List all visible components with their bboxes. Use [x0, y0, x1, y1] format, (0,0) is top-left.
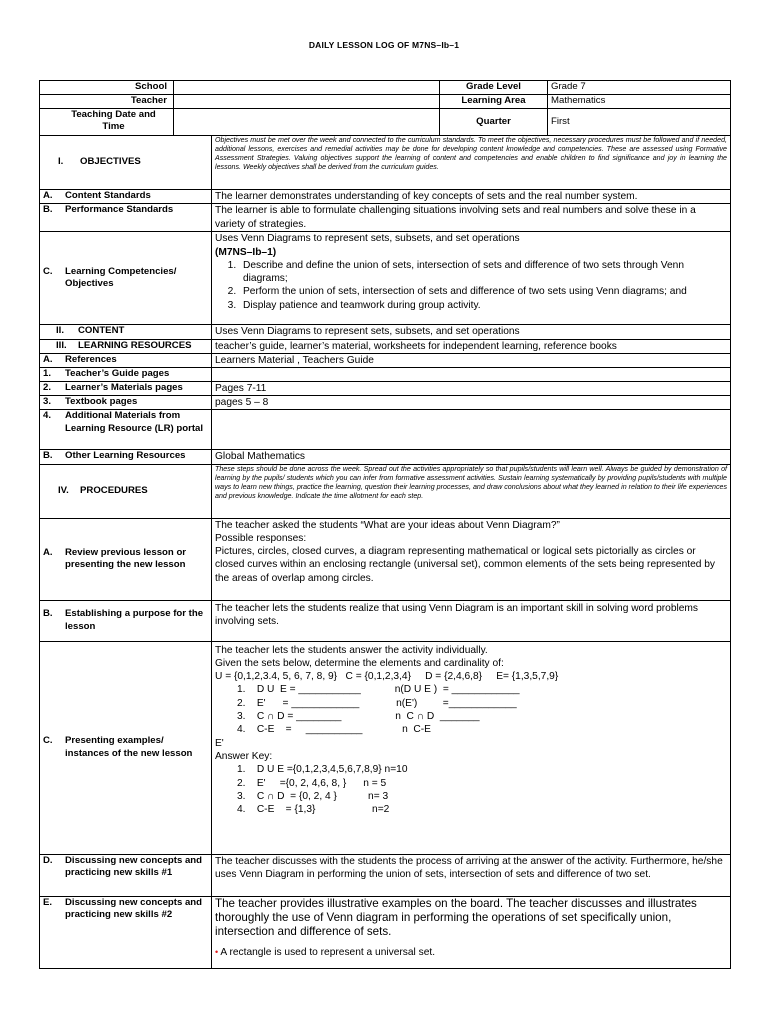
additional-materials-row [40, 410, 731, 450]
document-title: DAILY LESSON LOG OF M7NS–Ib–1 [308, 40, 460, 50]
discussion-1-row [40, 854, 731, 896]
learners-materials-label: Learner’s Materials pages [65, 381, 183, 393]
content-label: CONTENT [78, 325, 125, 337]
competency-item: 2. Perform the union of sets, intersection of sets and difference of two sets using Venn diagrams; and [239, 285, 727, 298]
teaching-date-label: Teaching Date and Time [40, 109, 174, 136]
discussion-1-text: The teacher discusses with the students the process of arriving at the answer of the activity. Furthermore, he/she uses Venn Diagram in performing the union of sets, intersection of sets and difference of two set. [212, 854, 731, 896]
grade-level-label: Grade Level [440, 81, 548, 95]
competencies-label: Learning Competencies/ Objectives [65, 265, 177, 290]
teacher-value[interactable] [174, 95, 440, 109]
answer-1: 1. D U E ={0,1,2,3,4,5,6,7,8,9} n=10 [237, 764, 408, 776]
teachers-guide-num: 1. [43, 368, 52, 380]
question-2: 2. E' = ____________ n(E') =____________ [237, 697, 517, 709]
other-resources-label: Other Learning Resources [65, 450, 186, 462]
performance-standards-label: Performance Standards [65, 204, 174, 216]
procedures-label: PROCEDURES [80, 484, 148, 496]
competency-item: 1. Describe and define the union of sets, intersection of sets and difference of two sets through Venn diagrams; [239, 259, 727, 286]
textbook-row [40, 395, 731, 409]
discussion-1-label: Discussing new concepts and practicing new skills #1 [65, 854, 203, 879]
examples-label: Presenting examples/ instances of the new lesson [65, 735, 193, 759]
objectives-num: I. [58, 156, 64, 168]
purpose-num: B. [43, 608, 53, 620]
learners-materials-row [40, 381, 731, 395]
competencies-row [40, 232, 731, 325]
teachers-guide-row [40, 368, 731, 382]
teachers-guide-text [212, 368, 731, 382]
teaching-date-value[interactable] [174, 109, 440, 136]
school-label: School [40, 81, 174, 95]
textbook-text: pages 5 – 8 [212, 395, 731, 409]
purpose-text: The teacher lets the students realize that using Venn Diagram is an important skill in solving word problems involving sets. [212, 600, 731, 641]
review-num: A. [43, 546, 53, 558]
content-standards-text: The learner demonstrates understanding of key concepts of sets and the real number system. [212, 190, 731, 204]
performance-standards-text: The learner is able to formulate challenging situations involving sets and real numbers and solve these in a variety of strategies. [212, 204, 731, 232]
content-standards-label: Content Standards [65, 190, 151, 201]
review-line-2: Possible responses: [215, 532, 307, 544]
competency-item: 3. Display patience and teamwork during group activity. [239, 299, 727, 312]
content-standards-row [40, 190, 731, 204]
competencies-intro: Uses Venn Diagrams to represent sets, subsets, and set operations [215, 233, 520, 245]
competencies-num: C. [43, 265, 53, 277]
references-text: Learners Material , Teachers Guide [212, 353, 731, 367]
content-text: Uses Venn Diagrams to represent sets, subsets, and set operations [212, 325, 731, 339]
teachers-guide-label: Teacher’s Guide pages [65, 368, 170, 380]
learners-materials-num: 2. [43, 381, 52, 393]
question-3: 3. C ∩ D = ________ n C ∩ D _______ [237, 711, 480, 723]
textbook-label: Textbook pages [65, 395, 138, 407]
quarter-label: Quarter [440, 109, 548, 136]
procedures-row [40, 464, 731, 518]
learning-resources-row [40, 339, 731, 353]
answer-2: 2. E' ={0, 2, 4,6, 8, } n = 5 [237, 777, 387, 789]
content-standards-num: A. [43, 190, 53, 201]
answer-4: 4. C-E = {1,3} n=2 [237, 804, 390, 816]
examples-line-3: U = {0,1,2,3.4, 5, 6, 7, 8, 9} C = {0,1,2,3,4} D = {2,4,6,8} E= {1,3,5,7,9} [215, 671, 559, 683]
discussion-1-num: D. [43, 854, 53, 866]
additional-materials-num: 4. [43, 410, 52, 422]
performance-standards-num: B. [43, 204, 53, 216]
discussion-2-bullet-item [215, 946, 727, 959]
review-label: Review previous lesson or presenting the new lesson [65, 546, 187, 571]
purpose-row [40, 600, 731, 641]
discussion-2-row [40, 896, 731, 968]
examples-line-2: Given the sets below, determine the elements and cardinality of: [215, 657, 504, 669]
discussion-2-label: Discussing new concepts and practicing new skills #2 [65, 896, 203, 921]
review-line-3: Pictures, circles, closed curves, a diagram representing mathematical or logical sets pictorially as circles or closed curves within an enclosing rectangle (universal set), common elements of the sets being represented by the areas of overlap among circles. [215, 546, 716, 584]
references-num: A. [43, 353, 53, 365]
learners-materials-text: Pages 7-11 [212, 381, 731, 395]
bullet-icon: • [215, 946, 219, 957]
other-resources-row [40, 450, 731, 464]
learning-resources-label: LEARNING RESOURCES [78, 339, 192, 351]
references-label: References [65, 353, 117, 365]
review-row [40, 518, 731, 600]
objectives-row [40, 136, 731, 190]
answer-3: 3. C ∩ D = {0, 2, 4 } n= 3 [237, 790, 389, 802]
question-4: 4. C-E = __________ n C-E [237, 724, 431, 736]
quarter-value[interactable]: First [548, 109, 731, 136]
other-resources-num: B. [43, 450, 53, 462]
objectives-note: Objectives must be met over the week and connected to the curriculum standards. To meet the objectives, necessary procedures must be followed and if needed, additional lessons, exercises and remedial activities may be done for developing content knowledge and competencies. These are assessed using Formative Assessment Strategies. Valuing objectives support the learning of content and competencies and enable children to find significance and joy in learning the lessons. Weekly objectives shall be derived from the curriculum guides. [212, 136, 731, 190]
teacher-label: Teacher [40, 95, 174, 109]
competencies-list [215, 259, 727, 312]
additional-materials-text [212, 410, 731, 450]
references-row [40, 353, 731, 367]
examples-num: C. [43, 735, 53, 747]
grade-level-value[interactable]: Grade 7 [548, 81, 731, 95]
textbook-num: 3. [43, 395, 52, 407]
other-resources-text: Global Mathematics [212, 450, 731, 464]
content-row [40, 325, 731, 339]
content-num: II. [56, 325, 64, 337]
learning-area-label: Learning Area [440, 95, 548, 109]
performance-standards-row [40, 204, 731, 232]
lesson-log-table [39, 135, 731, 969]
procedures-note: These steps should be done across the week. Spread out the activities appropriately so that pupils/students will learn well. Always be guided by demonstration of learning by the pupils/ students which you can infer from formative assessment activities. Sustain learning systematically by providing pupils/students with multiple ways to learn new things, practice the learning, question their learning processes, and draw conclusions about what they learned in relation to their life experiences and previous knowledge. Indicate the time allotment for each step. [212, 464, 731, 518]
purpose-label: Establishing a purpose for the lesson [65, 608, 204, 632]
discussion-2-num: E. [43, 896, 53, 908]
review-line-1: The teacher asked the students “What are your ideas about Venn Diagram?” [215, 519, 560, 531]
header-table [39, 80, 731, 136]
school-value[interactable] [174, 81, 440, 95]
learning-resources-num: III. [56, 339, 67, 351]
question-1: 1. D U E = ___________ n(D U E ) = ____________ [237, 684, 520, 696]
learning-resources-text: teacher’s guide, learner’s material, worksheets for independent learning, reference books [212, 339, 731, 353]
procedures-num: IV. [58, 484, 69, 496]
competencies-code: (M7NS–Ib–1) [215, 246, 277, 258]
objectives-label: OBJECTIVES [80, 156, 141, 168]
examples-line-1: The teacher lets the students answer the activity individually. [215, 644, 488, 656]
e-prime-label: E' [215, 737, 224, 749]
discussion-2-text: The teacher provides illustrative examples on the board. The teacher discusses and illustrates thoroughly the use of Venn diagram in performing the operations of set specifically union, intersection and difference of sets. [215, 896, 697, 939]
answer-key-label: Answer Key: [215, 750, 273, 762]
discussion-2-bullet-text: A rectangle is used to represent a universal set. [218, 946, 436, 958]
examples-row [40, 641, 731, 854]
additional-materials-label: Additional Materials from Learning Resource (LR) portal [65, 410, 204, 434]
learning-area-value[interactable]: Mathematics [548, 95, 731, 109]
